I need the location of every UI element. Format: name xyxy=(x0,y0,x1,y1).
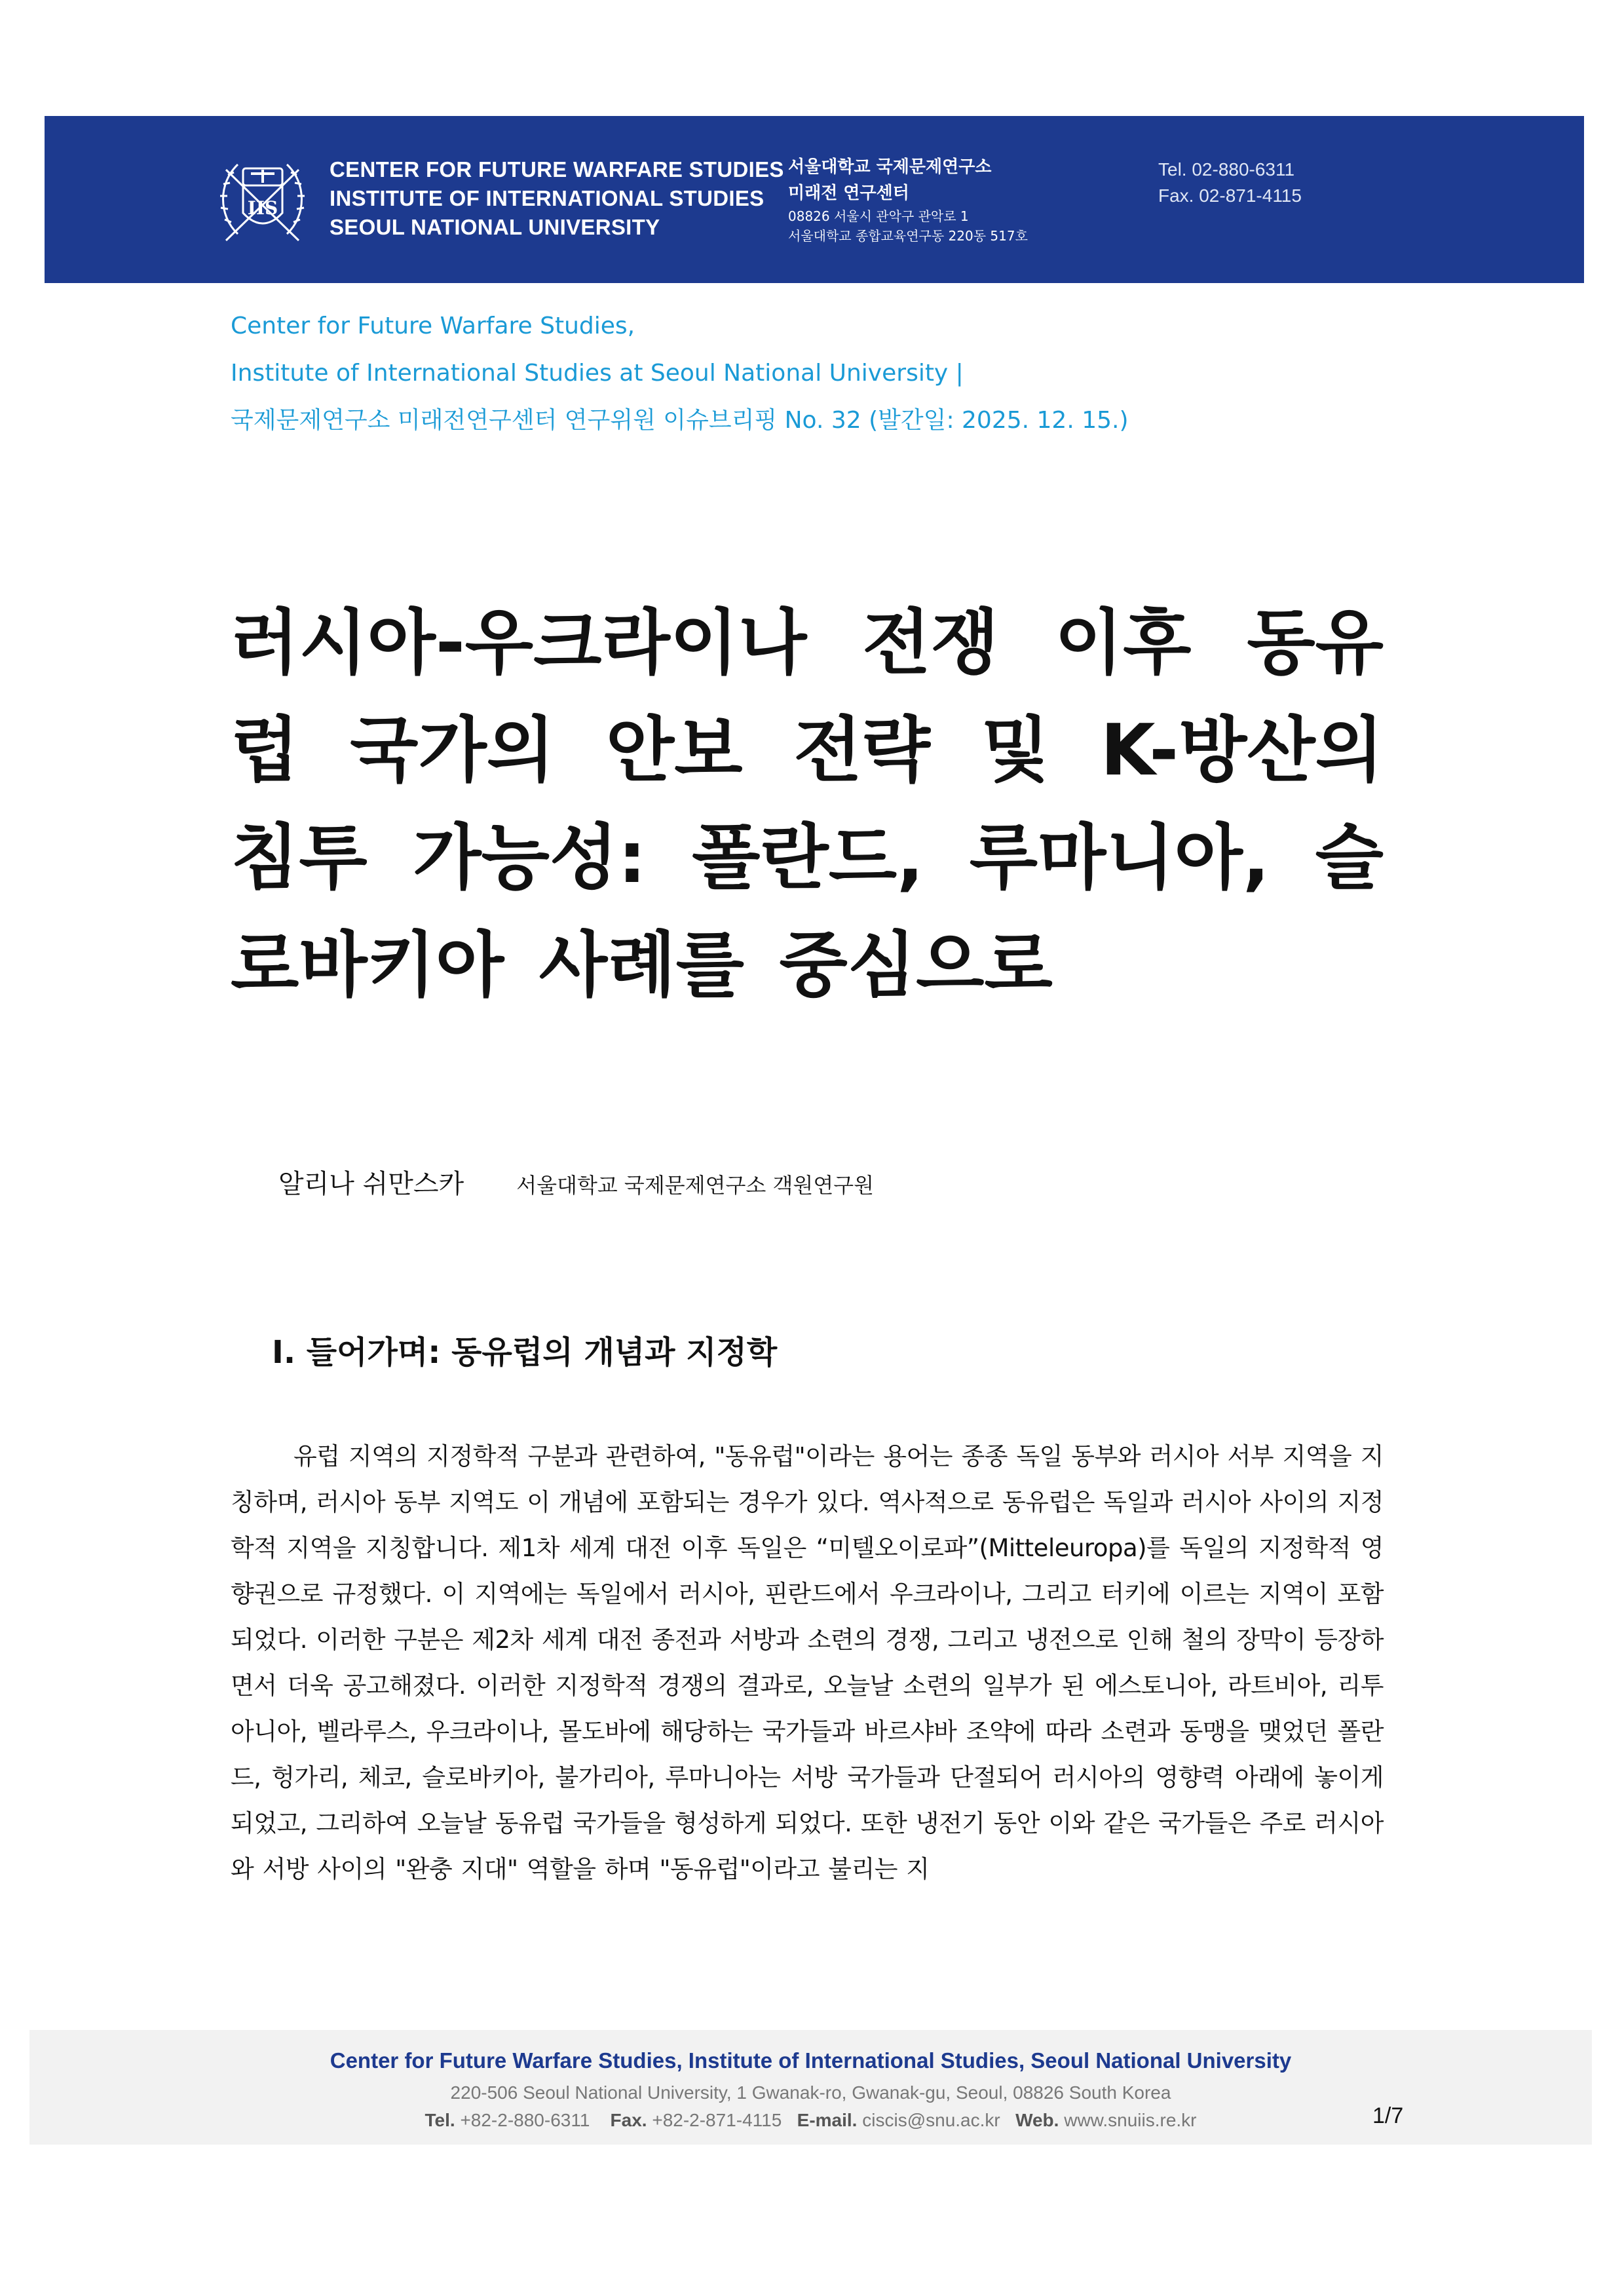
iis-emblem-icon xyxy=(212,150,313,248)
footer-web-link[interactable]: www.snuiis.re.kr xyxy=(1064,2110,1197,2130)
footer-org: Center for Future Warfare Studies, Institute of International Studies, Seoul National University xyxy=(330,2048,1292,2073)
header-fax: Fax. 02-871-4115 xyxy=(1158,185,1302,206)
author-line xyxy=(278,1163,874,1200)
header-tel: Tel. 02-880-6311 xyxy=(1158,159,1295,180)
header-contact-block xyxy=(1158,157,1302,209)
header-korean-org1: 서울대학교 국제문제연구소 xyxy=(788,157,992,177)
footer-fax: +82-2-871-4115 xyxy=(652,2110,782,2130)
series-info-line2: Institute of International Studies at Seoul National University | xyxy=(231,360,964,387)
series-info-line3: 국제문제연구소 미래전연구센터 연구위원 이슈브리핑 No. 32 (발간일: 2025. 12. 15.) xyxy=(231,407,1129,434)
footer-email-link[interactable]: ciscis@snu.ac.kr xyxy=(862,2110,1000,2130)
header-english-line: SEOUL NATIONAL UNIVERSITY xyxy=(330,215,660,239)
series-info xyxy=(231,303,1410,444)
page-title: 러시아-우크라이나 전쟁 이후 동유럽 국가의 안보 전략 및 K-방산의 침투 가능성: 폴란드, 루마니아, 슬로바키아 사례를 중심으로 xyxy=(231,602,1384,1006)
page-number: 1/7 xyxy=(1372,2103,1404,2128)
footer-tel: +82-2-880-6311 xyxy=(460,2110,590,2130)
header-band xyxy=(45,116,1584,283)
footer-address: 220-506 Seoul National University, 1 Gwanak-ro, Gwanak-gu, Seoul, 08826 South Korea xyxy=(450,2082,1171,2103)
section-heading: I. 들어가며: 동유럽의 개념과 지정학 xyxy=(272,1334,778,1371)
footer-tel-label: Tel. xyxy=(425,2110,455,2130)
author-affiliation: 서울대학교 국제문제연구소 객원연구원 xyxy=(516,1173,875,1198)
footer-email-label: E-mail. xyxy=(797,2110,858,2130)
header-english-line: CENTER FOR FUTURE WARFARE STUDIES xyxy=(330,157,784,182)
author-name: 알리나 쉬만스카 xyxy=(278,1169,464,1199)
header-korean-address1: 08826 서울시 관악구 관악로 1 xyxy=(788,208,969,224)
footer-contacts xyxy=(29,2110,1592,2131)
body-paragraph: 유럽 지역의 지정학적 구분과 관련하여, "동유럽"이라는 용어는 종종 독일 동부와 러시아 서부 지역을 지칭하며, 러시아 동부 지역도 이 개념에 포함되는 경우가 있다. 역사적으로 동유럽은 독일과 러시아 사이의 지정학적 지역을 지칭합니다. 제1차 세계 대전 이후 독일은 “미텔오이로파”(Mitteleuropa)를 독일의 지정학적 영향권으로 규정했다. 이 지역에는 독일에서 러시아, 핀란드에서 우크라이나, 그리고 터키에 이르는 지역이 포함되었다. 이러한 구분은 제2차 세계 대전 종전과 서방과 소련의 경쟁, 그리고 냉전으로 인해 철의 장막이 등장하면서 더욱 공고해졌다. 이러한 지정학적 경쟁의 결과로, 오늘날 소련의 일부가 된 에스토니아, 라트비아, 리투아니아, 벨라루스, 우크라이나, 몰도바에 해당하는 국가들과 바르샤바 조약에 따라 소련과 동맹을 맺었던 폴란드, 헝가리, 체코, 슬로바키아, 불가리아, 루마니아는 서방 국가들과 단절되어 러시아의 영향력 아래에 놓이게 되었고, 그리하여 오늘날 동유럽 국가들을 형성하게 되었다. 또한 냉전기 동안 이와 같은 국가들은 주로 러시아와 서방 사이의 "완충 지대" 역할을 하며 "동유럽"이라고 불리는 지 xyxy=(231,1442,1384,1883)
footer-web-label: Web. xyxy=(1015,2110,1059,2130)
header-english-block xyxy=(330,155,784,242)
header-korean-block xyxy=(788,154,1028,246)
svg-text:IIS: IIS xyxy=(247,197,278,219)
footer-fax-label: Fax. xyxy=(610,2110,647,2130)
header-korean-org2: 미래전 연구센터 xyxy=(788,183,909,203)
footer xyxy=(29,2030,1592,2145)
header-korean-address2: 서울대학교 종합교육연구동 220동 517호 xyxy=(788,228,1028,244)
header-english-line: INSTITUTE OF INTERNATIONAL STUDIES xyxy=(330,186,765,210)
series-info-line1: Center for Future Warfare Studies, xyxy=(231,313,635,339)
